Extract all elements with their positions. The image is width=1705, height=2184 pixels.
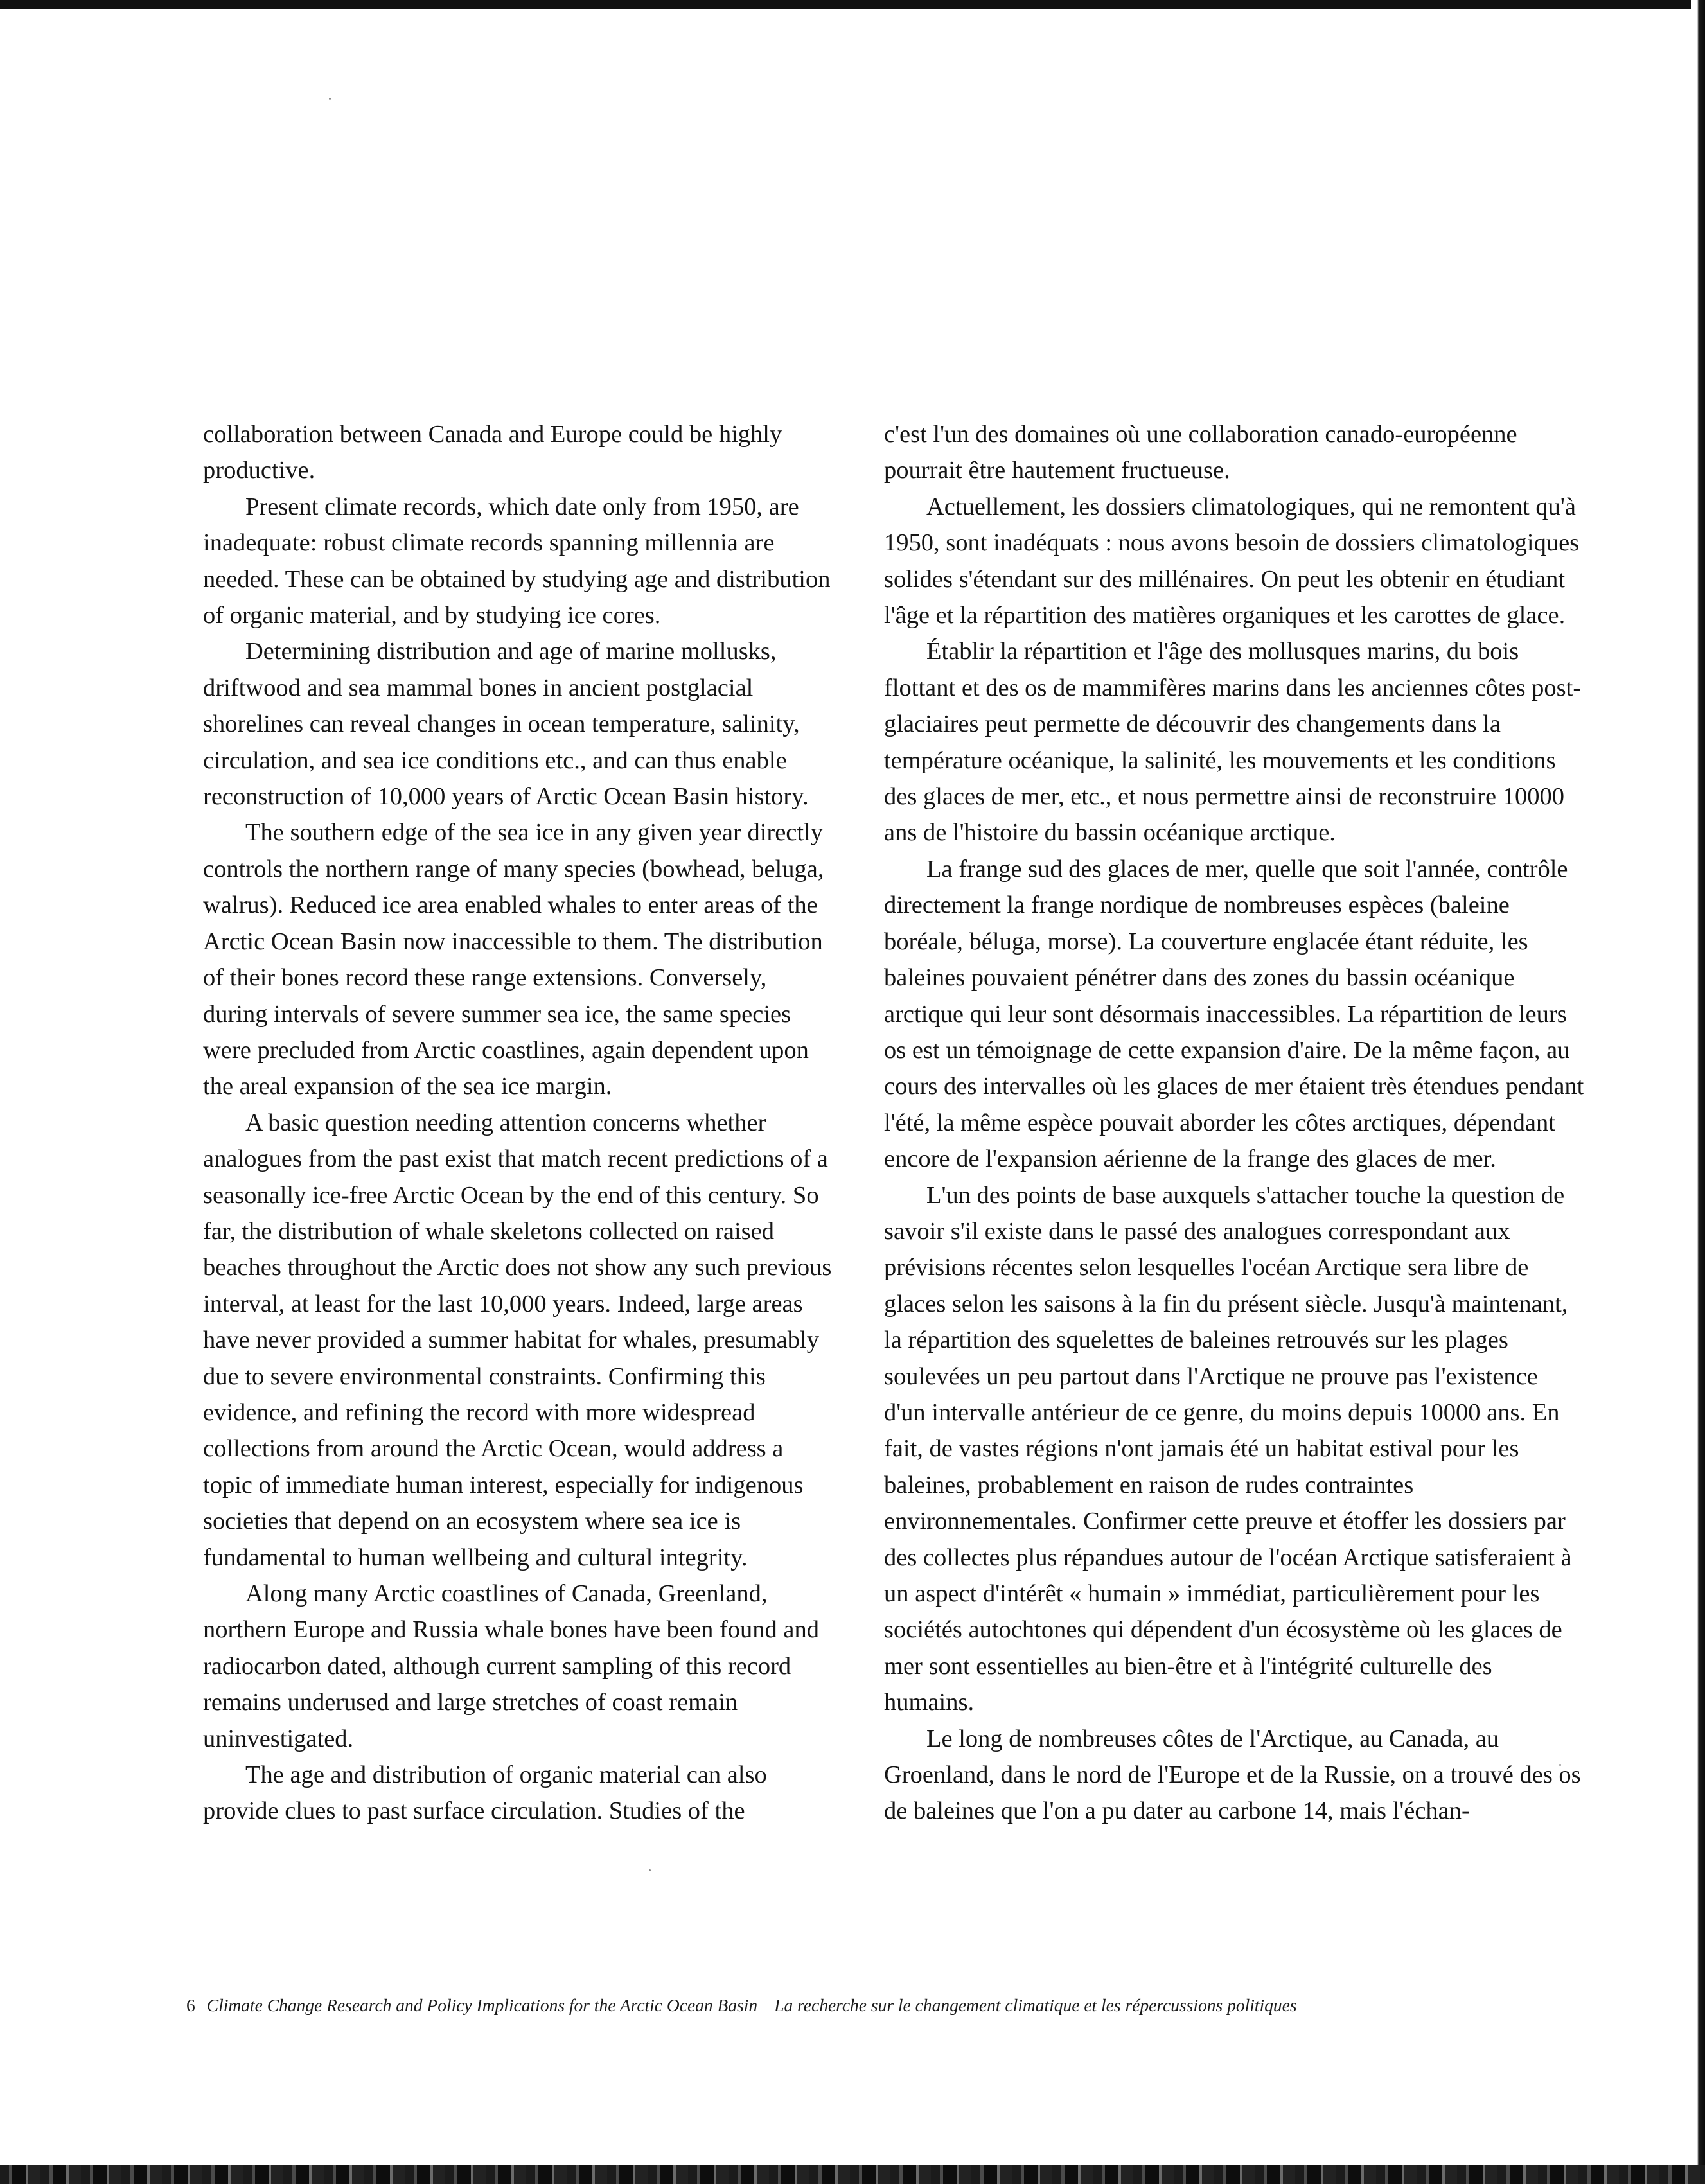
- french-column: [884, 416, 1584, 1829]
- scan-border-top: [0, 0, 1705, 9]
- paragraph: Present climate records, which date only from 1950, are inadequate: robust climate records spanning millennia are needed. These can be obtained by studying age and distribution of organic material, and by studying ice cores.: [203, 493, 831, 630]
- paragraph: c'est l'un des domaines où une collaboration canado-européenne pourrait être hautement fructueuse.: [884, 421, 1517, 484]
- scan-border-bottom: [0, 2165, 1705, 2184]
- footer-title-english: Climate Change Research and Policy Implications for the Arctic Ocean Basin: [206, 1995, 758, 2015]
- paragraph: La frange sud des glaces de mer, quelle que soit l'année, contrôle directement la frange nordique de nombreuses espèces (baleine boréale, béluga, morse). La couverture englacée étant réduite, les baleines pouvaient pénétrer dans des zones du bassin océanique arctique qui leur sont désormais inaccessibles. La répartition de leurs os est un témoignage de cette expansion d'aire. De la même façon, au cours des intervalles où les glaces de mer étaient très étendues pendant l'été, la même espèce pouvait aborder les côtes arctiques, dépendant encore de l'expansion aérienne de la frange des glaces de mer.: [884, 855, 1584, 1173]
- paragraph: The age and distribution of organic material can also provide clues to past surface circulation. Studies of the: [203, 1761, 767, 1825]
- paragraph: L'un des points de base auxquels s'attacher touche la question de savoir s'il existe dans le passé des analogues correspondant aux prévisions récentes selon lesquelles l'océan Arctique sera libre de glaces selon les saisons à la fin du présent siècle. Jusqu'à maintenant, la répartition des squelettes de baleines retrouvés sur les plages soulevées un peu partout dans l'Arctique ne prouve pas l'existence d'un intervalle antérieur de ce genre, du moins depuis 10000 ans. En fait, de vastes régions n'ont jamais été un habitat estival pour les baleines, probablement en raison de rudes contraintes environnementales. Confirmer cette preuve et étoffer les dossiers par des collectes plus répandues autour de l'océan Arctique satisferaient à un aspect d'intérêt « humain » immédiat, particulièrement pour les sociétés autochtones qui dépendent d'un écosystème où les glaces de mer sont essentielles au bien-être et à l'intégrité culturelle des humains.: [884, 1181, 1572, 1716]
- paragraph: Actuellement, les dossiers climatologiques, qui ne remontent qu'à 1950, sont inadéquats : nous avons besoin de dossiers climatologiques solides s'étendant sur des millénaires. On peut les obtenir en étudiant l'âge et la répartition des matières organiques et les carottes de glace.: [884, 493, 1580, 630]
- page-number: 6: [186, 1995, 195, 2015]
- scan-speck: [649, 1869, 651, 1871]
- english-column: [203, 416, 833, 1829]
- scan-border-right: [1691, 0, 1705, 2184]
- paragraph: Le long de nombreuses côtes de l'Arctique, au Canada, au Groenland, dans le nord de l'Europe et de la Russie, on a trouvé des os de baleines que l'on a pu dater au carbone 14, mais l'échan-: [884, 1725, 1581, 1825]
- paragraph: The southern edge of the sea ice in any given year directly controls the northern range of many species (bowhead, beluga, walrus). Reduced ice area enabled whales to enter areas of the Arctic Ocean Basin now inaccessible to them. The distribution of their bones record these range extensions. Conversely, during intervals of severe summer sea ice, the same species were precluded from Arctic coastlines, again dependent upon the areal expansion of the sea ice margin.: [203, 819, 824, 1100]
- footer-title-french: La recherche sur le changement climatique et les répercussions politiques: [774, 1995, 1297, 2015]
- running-footer: [186, 1995, 1297, 2016]
- paragraph: collaboration between Canada and Europe could be highly productive.: [203, 421, 782, 484]
- paragraph: Établir la répartition et l'âge des mollusques marins, du bois flottant et des os de mammifères marins dans les anciennes côtes post-glaciaires peut permette de découvrir des changements dans la température océanique, la salinité, les mouvements et les conditions des glaces de mer, etc., et nous permettre ainsi de reconstruire 10000 ans de l'histoire du bassin océanique arctique.: [884, 638, 1582, 847]
- paragraph: A basic question needing attention concerns whether analogues from the past exist that match recent predictions of a seasonally ice-free Arctic Ocean by the end of this century. So far, the distribution of whale skeletons collected on raised beaches throughout the Arctic does not show any such previous interval, at least for the last 10,000 years. Indeed, large areas have never provided a summer habitat for whales, presumably due to severe environmental constraints. Confirming this evidence, and refining the record with more widespread collections from around the Arctic Ocean, would address a topic of immediate human interest, especially for indigenous societies that depend on an ecosystem where sea ice is fundamental to human wellbeing and cultural integrity.: [203, 1109, 832, 1571]
- scan-speck: [329, 98, 331, 100]
- paragraph: Along many Arctic coastlines of Canada, Greenland, northern Europe and Russia whale bones have been found and radiocarbon dated, although current sampling of this record remains underused and large stretches of coast remain uninvestigated.: [203, 1580, 820, 1752]
- paragraph: Determining distribution and age of marine mollusks, driftwood and sea mammal bones in ancient postglacial shorelines can reveal changes in ocean temperature, salinity, circulation, and sea ice conditions etc., and can thus enable reconstruction of 10,000 years of Arctic Ocean Basin history.: [203, 638, 809, 811]
